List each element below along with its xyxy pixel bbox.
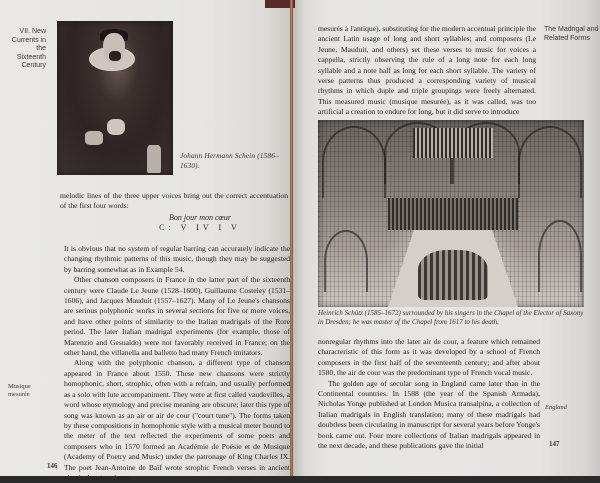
running-head-left: VII. New Currents in the Sixteenth Century <box>11 28 46 69</box>
intro-paragraph: melodic lines of the three upper voices bring out the correct accentuation of the first four words: <box>60 191 288 211</box>
chapel-caption: Heinrich Schütz (1585–1672) surrounded by his singers in the Chapel of the Elector of Saxony in Dresden; he was master of the Chapel from 1617 to his death. <box>318 309 584 326</box>
margin-note-musique-mesuree: Musique mesurée <box>8 383 31 398</box>
arch-decoration <box>518 126 582 198</box>
music-example <box>140 213 260 233</box>
arch-decoration <box>322 126 386 198</box>
chapel-illustration <box>318 120 584 307</box>
left-page <box>0 0 292 482</box>
portrait-glove <box>147 145 161 173</box>
paragraph: Other chanson composers in France in the latter part of the sixteenth century were Claude Le Jeune (1528–1600), Guillaume Costeley (1531–1606), and Jacques Mauduit (1557–1627). Many of Le Jeune's chansons are serious polyphonic works in several sections for five or more voices, and have other points of similarity to the Italian madrigals of the Rore period. The later Italian madrigal experiments (for example, those of Marenzio and Gesualdo) were not favorably received in France; on the other hand, the villanella and balletto had many French imitators. <box>64 275 290 358</box>
left-body-text <box>14 244 290 483</box>
organ-gallery <box>413 128 493 158</box>
arch-decoration <box>324 230 368 292</box>
portrait-beard <box>109 51 121 61</box>
portrait-image <box>57 21 173 175</box>
intro-text <box>60 191 288 212</box>
portrait-hand <box>107 119 125 135</box>
page-number-left: 146 <box>47 462 58 470</box>
arch-decoration <box>538 220 582 292</box>
right-body-text <box>318 337 540 451</box>
portrait-caption: Johann Hermann Schein (1586–1630). <box>180 152 279 170</box>
paragraph: It is obvious that no system of regular barring can accurately indicate the changing rhythmic patterns of this music, though they may be suggested by barring somewhat as in Example 54. <box>64 244 290 274</box>
paragraph: mesurés à l'antique), substituting for the modern accentual principle the ancient Latin usage of long and short syllables; and composers (Le Jeune, Mauduit, and others) set these verses to music for voices a cappella, strictly observing the rule of a long note for each long syllable and a note half as long for each short syllable. The variety of verse patterns thus produced a corresponding variety of musical rhythms in which duple and triple groupings were freely alternated. This measured music (musique mesurée), as it was called, was too artificial a creation to endure for long, but it did serve to introduce <box>318 24 536 117</box>
example-chords: C: V IV I V <box>159 223 241 232</box>
page-number-right: 147 <box>549 440 560 448</box>
paragraph: Along with the polyphonic chanson, a different type of chanson appeared in France about 1550. These new chansons were strictly homophonic, short, strophic, often with a refrain, and usually performed as a solo with lute accompaniment. They were at first called vaudevilles, a word whose etymology and precise meaning are obscure; later this type of song was known as an air or air de cour ("court tune"). The forms taken by these compositions in homophonic style with a musical meter bound to the meter of the text reflected the experiments of some poets and composers who in 1570 formed an Académie de Poésie et de Musique (Academy of Poetry and Music) under the patronage of King Charles IX. The poet Jean-Antoine de Baïf wrote strophic French verses in ancient classical meters (vers <box>64 358 290 482</box>
portrait-cuff <box>85 131 103 145</box>
choir-figures <box>418 250 488 300</box>
running-head-right: The Madrigal and Related Forms <box>544 26 599 42</box>
paragraph: nonregular rhythms into the later air de cour, a feature which remained characteristic of this form as it was developed by a school of French composers in the first half of the seventeenth century; and after about 1580, the air de cour was the predominant type of French vocal music. <box>318 337 540 378</box>
right-top-text <box>318 24 536 118</box>
example-words: Bon jour mon cœur <box>169 213 231 222</box>
book-spine <box>290 0 293 476</box>
margin-note-england: England <box>545 404 568 411</box>
paragraph: The golden age of secular song in England came later than in the Continental countries. In 1588 (the year of the Spanish Armada), Nicholas Yonge published at London Musica transalpina, a collection of Italian madrigals in English translation; many of these madrigals had doubtless been circulating in manuscript for several years before Yonge's book came out. Four more collections of Italian madrigals appeared in the next decade, and these publications gave the initial <box>318 378 540 451</box>
crowd-figures <box>388 198 518 230</box>
